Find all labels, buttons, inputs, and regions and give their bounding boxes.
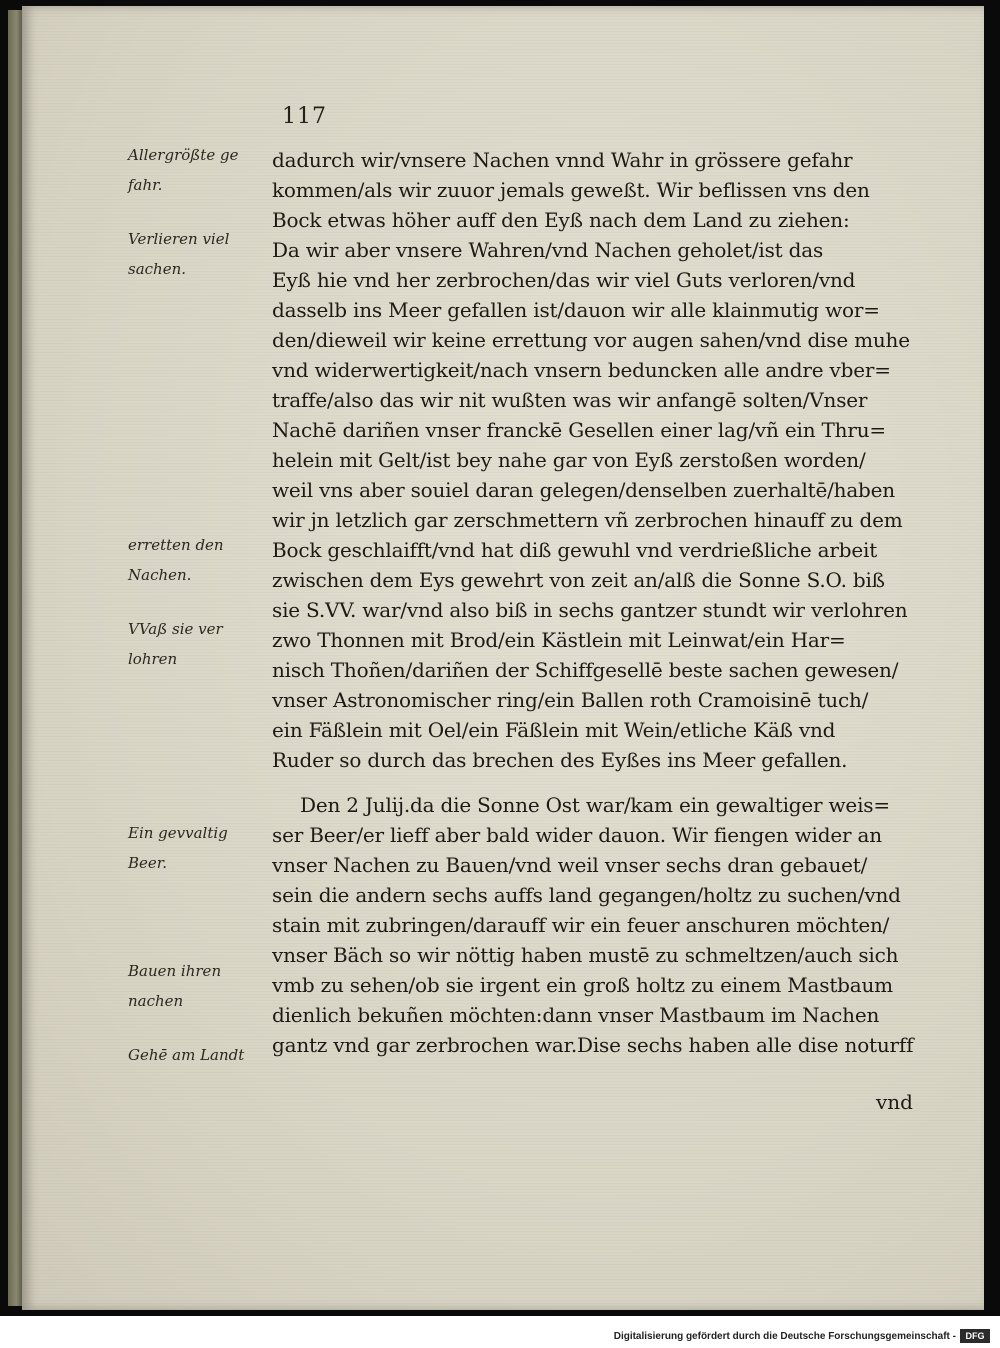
text-line: vnser Nachen zu Bauen/vnd weil vnser sechs dran gebauet/ (272, 853, 868, 877)
catchword: vnd (876, 1090, 913, 1114)
text-line: traffe/also das wir nit wußten was wir anfangē solten/Vnser (272, 388, 868, 412)
text-line: weil vns aber souiel daran gelegen/denselben zuerhaltē/haben (272, 478, 895, 502)
text-line: ser Beer/er lieff aber bald wider dauon. Wir fiengen wider an (272, 823, 882, 847)
margin-note-danger: Allergrößte ge fahr. (128, 146, 239, 194)
text-line: kommen/als wir zuuor jemals geweßt. Wir beflissen vns den (272, 178, 870, 202)
text-line: zwischen dem Eys gewehrt von zeit an/alß die Sonne S.O. biß (272, 568, 885, 592)
text-line: Nachē dariñen vnser franckē Gesellen einer lag/vñ ein Thru= (272, 418, 886, 442)
text-line: ein Fäßlein mit Oel/ein Fäßlein mit Wein/etliche Käß vnd (272, 718, 836, 742)
text-line: helein mit Gelt/ist bey nahe gar von Eyß zerstoßen worden/ (272, 448, 866, 472)
text-line: sie S.VV. war/vnd also biß in sechs gantzer stundt wir verlohren (272, 598, 908, 622)
page-number: 117 (282, 104, 327, 129)
text-line: dadurch wir/vnsere Nachen vnnd Wahr in grössere gefahr (272, 148, 853, 172)
text-line: zwo Thonnen mit Brod/ein Kästlein mit Leinwat/ein Har= (272, 628, 846, 652)
text-line: vnser Astronomischer ring/ein Ballen roth Cramoisinē tuch/ (272, 688, 869, 712)
text-line: Ruder so durch das brechen des Eyßes ins Meer gefallen. (272, 748, 848, 772)
margin-note-building: Bauen ihren nachen (128, 962, 222, 1010)
margin-note-losses: VVaß sie ver lohren (128, 620, 223, 668)
text-line: dasselb ins Meer gefallen ist/dauon wir alle klainmutig wor= (272, 298, 880, 322)
dfg-logo-icon: DFG (960, 1329, 990, 1343)
margin-note-rescue-boat: erretten den Nachen. (128, 536, 224, 584)
text-line: vnser Bäch so wir nöttig haben mustē zu schmeltzen/auch sich (272, 943, 899, 967)
text-line: vmb zu sehen/ob sie irgent ein groß holtz zu einem Mastbaum (272, 973, 893, 997)
text-line: Bock geschlaifft/vnd hat diß gewuhl vnd verdrießliche arbeit (272, 538, 878, 562)
text-line: Da wir aber vnsere Wahren/vnd Nachen geholet/ist das (272, 238, 824, 262)
text-line: gantz vnd gar zerbrochen war.Dise sechs haben alle dise noturff (272, 1033, 914, 1057)
text-line: Den 2 Julij.da die Sonne Ost war/kam ein gewaltiger weis= (300, 793, 890, 817)
text-line: dienlich bekuñen möchten:dann vnser Mastbaum im Nachen (272, 1003, 880, 1027)
footer-credit: Digitalisierung gefördert durch die Deutsche Forschungsgemeinschaft - (613, 1331, 956, 1342)
text-line: Bock etwas höher auff den Eyß nach dem Land zu ziehen: (272, 208, 850, 232)
page-edge (8, 10, 22, 1306)
text-line: sein die andern sechs auffs land gegangen/holtz zu suchen/vnd (272, 883, 901, 907)
text-line: vnd widerwertigkeit/nach vnsern beduncken alle andre vber= (272, 358, 891, 382)
text-line: Eyß hie vnd her zerbrochen/das wir viel Guts verloren/vnd (272, 268, 856, 292)
text-line: wir jn letzlich gar zerschmettern vñ zerbrochen hinauff zu dem (272, 508, 903, 532)
margin-note-bear: Ein gevvaltig Beer. (128, 824, 228, 872)
margin-note-lose-things: Verlieren viel sachen. (128, 230, 230, 278)
text-line: den/dieweil wir keine errettung vor augen sahen/vnd dise muhe (272, 328, 910, 352)
text-line: nisch Thoñen/dariñen der Schiffgesellē beste sachen gewesen/ (272, 658, 899, 682)
text-line: stain mit zubringen/darauff wir ein feuer anschuren möchten/ (272, 913, 890, 937)
margin-note-ashore: Gehē am Landt (128, 1046, 245, 1064)
